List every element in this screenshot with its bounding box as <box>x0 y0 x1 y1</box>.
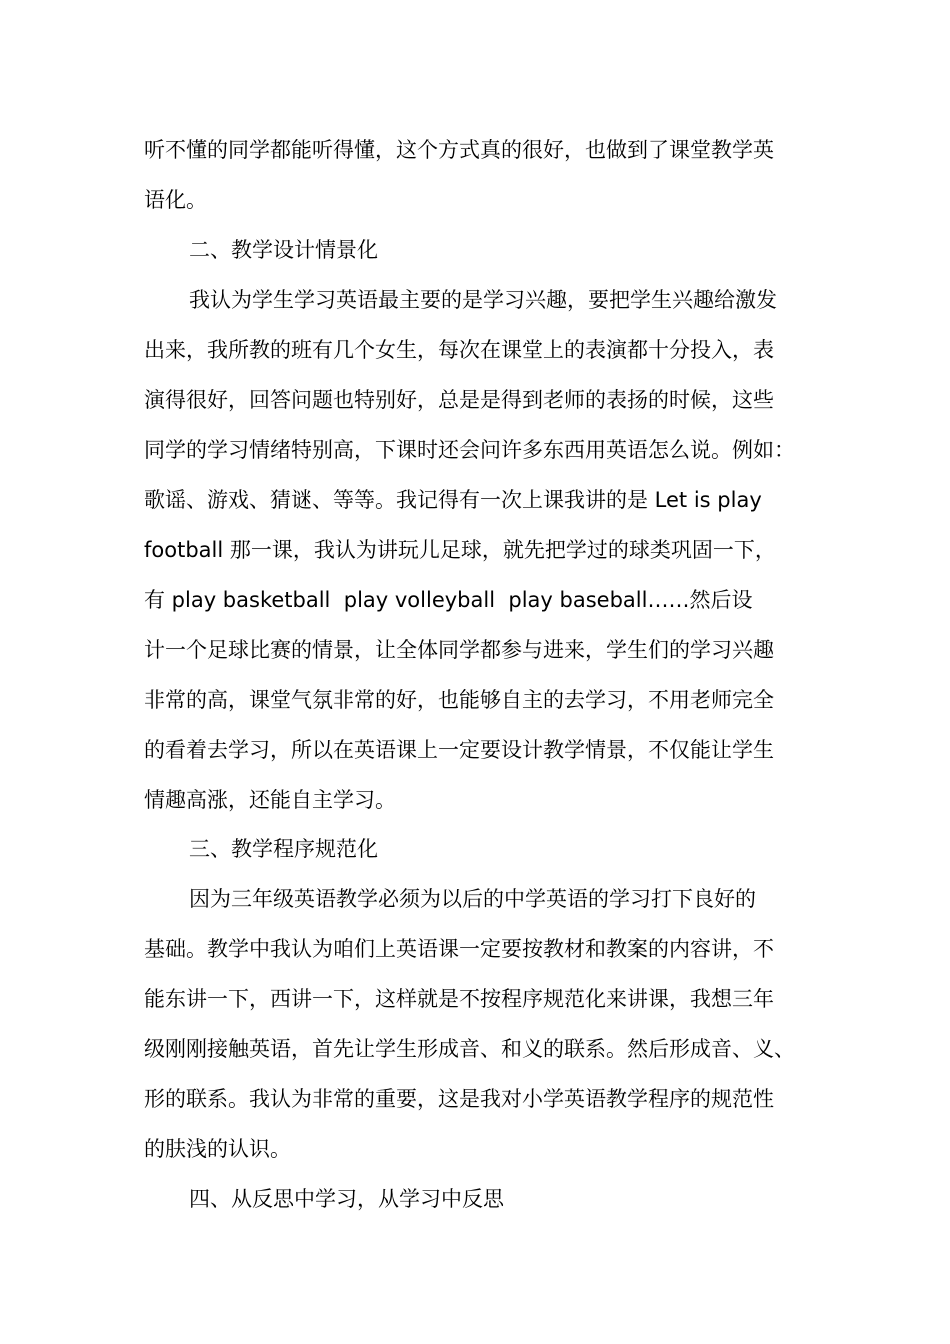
paragraph-line: football 那一课，我认为讲玩儿足球，就先把学过的球类巩固一下， <box>144 538 776 562</box>
section-heading-4: 四、从反思中学习，从学习中反思 <box>189 1187 504 1211</box>
paragraph-line: 的看着去学习，所以在英语课上一定要设计教学情景，不仅能让学生 <box>144 738 774 762</box>
paragraph-continuation-line: 听不懂的同学都能听得懂，这个方式真的很好，也做到了课堂教学英 <box>144 138 774 162</box>
paragraph-line: 基础。教学中我认为咱们上英语课一定要按教材和教案的内容讲，不 <box>144 937 774 961</box>
paragraph-line: 非常的高，课堂气氛非常的好，也能够自主的去学习，不用老师完全 <box>144 688 774 712</box>
section-heading-3: 三、教学程序规范化 <box>189 837 378 861</box>
paragraph-line: 级刚刚接触英语，首先让学生形成音、和义的联系。然后形成音、义、 <box>144 1037 795 1061</box>
paragraph-line: 有 play basketball play volleyball play baseball……然后设 <box>144 588 753 612</box>
paragraph-line: 计一个足球比赛的情景，让全体同学都参与进来，学生们的学习兴趣 <box>144 638 774 662</box>
paragraph-line: 出来，我所教的班有几个女生，每次在课堂上的表演都十分投入，表 <box>144 338 774 362</box>
paragraph-last-line: 的肤浅的认识。 <box>144 1137 291 1161</box>
paragraph-first-line: 因为三年级英语教学必须为以后的中学英语的学习打下良好的 <box>189 887 756 911</box>
paragraph-line: 能东讲一下，西讲一下，这样就是不按程序规范化来讲课，我想三年 <box>144 987 774 1011</box>
paragraph-line: 歌谣、游戏、猜谜、等等。我记得有一次上课我讲的是 Let is play <box>144 488 762 512</box>
paragraph-line: 同学的学习情绪特别高，下课时还会问许多东西用英语怎么说。例如： <box>144 438 795 462</box>
section-heading-2: 二、教学设计情景化 <box>189 238 378 262</box>
paragraph-continuation-line: 语化。 <box>144 188 207 212</box>
paragraph-line: 演得很好，回答问题也特别好，总是是得到老师的表扬的时候，这些 <box>144 388 774 412</box>
paragraph-first-line: 我认为学生学习英语最主要的是学习兴趣，要把学生兴趣给激发 <box>189 288 777 312</box>
paragraph-last-line: 情趣高涨，还能自主学习。 <box>144 788 396 812</box>
paragraph-line: 形的联系。我认为非常的重要，这是我对小学英语教学程序的规范性 <box>144 1087 774 1111</box>
